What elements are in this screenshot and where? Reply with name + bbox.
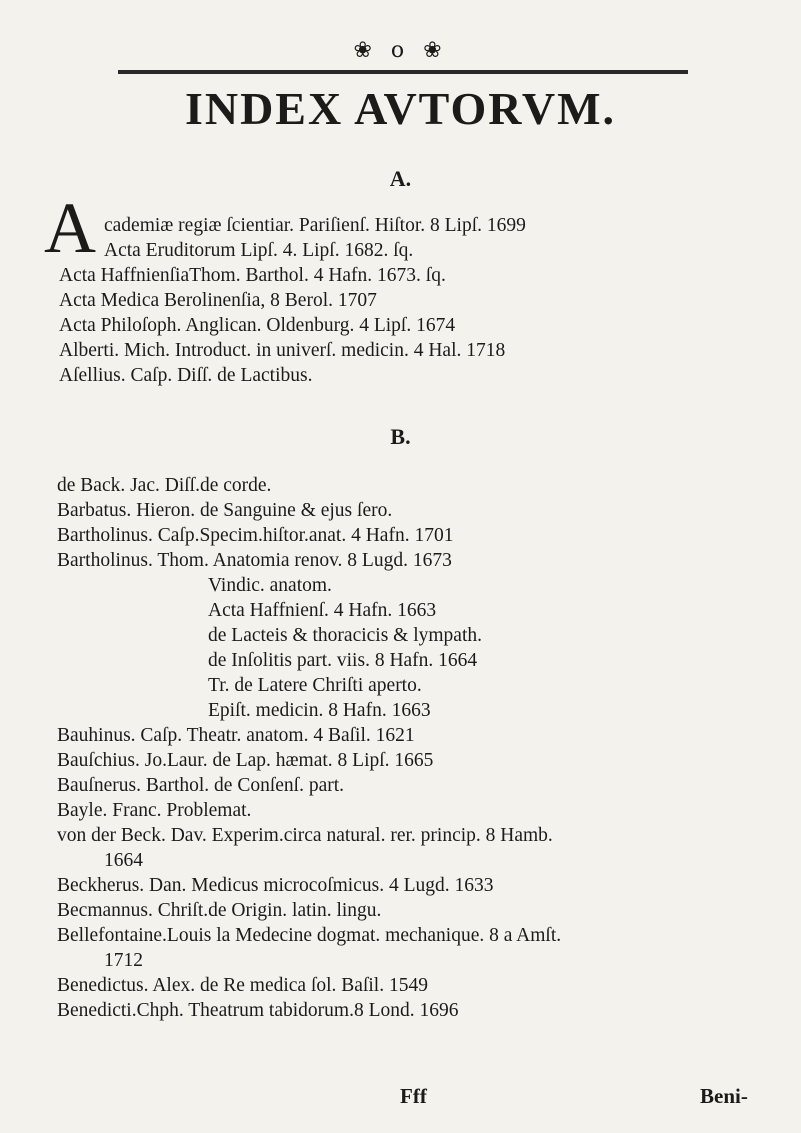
list-item: Benedictus. Alex. de Re medica ſol. Baſil. 1549 (57, 975, 428, 996)
list-item: Beckherus. Dan. Medicus microcoſmicus. 4 Lugd. 1633 (57, 875, 494, 896)
list-item: Acta Medica Berolinenſia, 8 Berol. 1707 (59, 290, 377, 311)
list-item: Acta Haffnienſ. 4 Hafn. 1663 (208, 600, 437, 621)
list-item: Becmannus. Chriſt.de Origin. latin. lingu. (57, 900, 382, 921)
list-item: cademiæ regiæ ſcientiar. Pariſienſ. Hiſtor. 8 Lipſ. 1699 (104, 215, 526, 236)
list-item: Epiſt. medicin. 8 Hafn. 1663 (208, 700, 431, 721)
list-item: Aſellius. Caſp. Diſſ. de Lactibus. (59, 365, 313, 386)
signature-mark: Fff (400, 1084, 427, 1108)
list-item: Bauſchius. Jo.Laur. de Lap. hæmat. 8 Lipſ. 1665 (57, 750, 434, 771)
section-letter-b: B. (390, 424, 411, 449)
list-item: 1664 (104, 850, 143, 871)
list-item: von der Beck. Dav. Experim.circa natural. rer. princip. 8 Hamb. (57, 825, 553, 846)
list-item: Bartholinus. Caſp.Specim.hiſtor.anat. 4 Hafn. 1701 (57, 525, 454, 546)
header-ornament: ❀ o ❀ (353, 38, 448, 63)
list-item: Benedicti.Chph. Theatrum tabidorum.8 Lond. 1696 (57, 1000, 459, 1021)
list-item: Alberti. Mich. Introduct. in univerſ. medicin. 4 Hal. 1718 (59, 340, 506, 361)
list-item: Bauhinus. Caſp. Theatr. anatom. 4 Baſil. 1621 (57, 725, 415, 746)
list-item: Acta HaffnienſiaThom. Barthol. 4 Hafn. 1673. ſq. (59, 265, 446, 286)
list-item: Bellefontaine.Louis la Medecine dogmat. mechanique. 8 a Amſt. (57, 925, 562, 946)
page-title: INDEX AVTORVM. (184, 83, 617, 134)
list-item: Vindic. anatom. (208, 575, 332, 596)
drop-cap: A (44, 188, 96, 268)
catchword: Beni- (700, 1084, 748, 1108)
section-letter-a: A. (389, 166, 412, 191)
list-item: Bayle. Franc. Problemat. (57, 800, 252, 821)
list-item: de Back. Jac. Diſſ.de corde. (57, 475, 272, 496)
header-rule (118, 70, 688, 74)
list-item: de Inſolitis part. viis. 8 Hafn. 1664 (208, 650, 478, 671)
list-item: Acta Philoſoph. Anglican. Oldenburg. 4 Lipſ. 1674 (59, 315, 456, 336)
list-item: 1712 (104, 950, 143, 971)
list-item: de Lacteis & thoracicis & lympath. (208, 625, 482, 646)
list-item: Bartholinus. Thom. Anatomia renov. 8 Lugd. 1673 (57, 550, 452, 571)
list-item: Acta Eruditorum Lipſ. 4. Lipſ. 1682. ſq. (104, 240, 414, 261)
list-item: Bauſnerus. Barthol. de Conſenſ. part. (57, 775, 345, 796)
list-item: Tr. de Latere Chriſti aperto. (208, 675, 422, 696)
list-item: Barbatus. Hieron. de Sanguine & ejus ſero. (57, 500, 393, 521)
